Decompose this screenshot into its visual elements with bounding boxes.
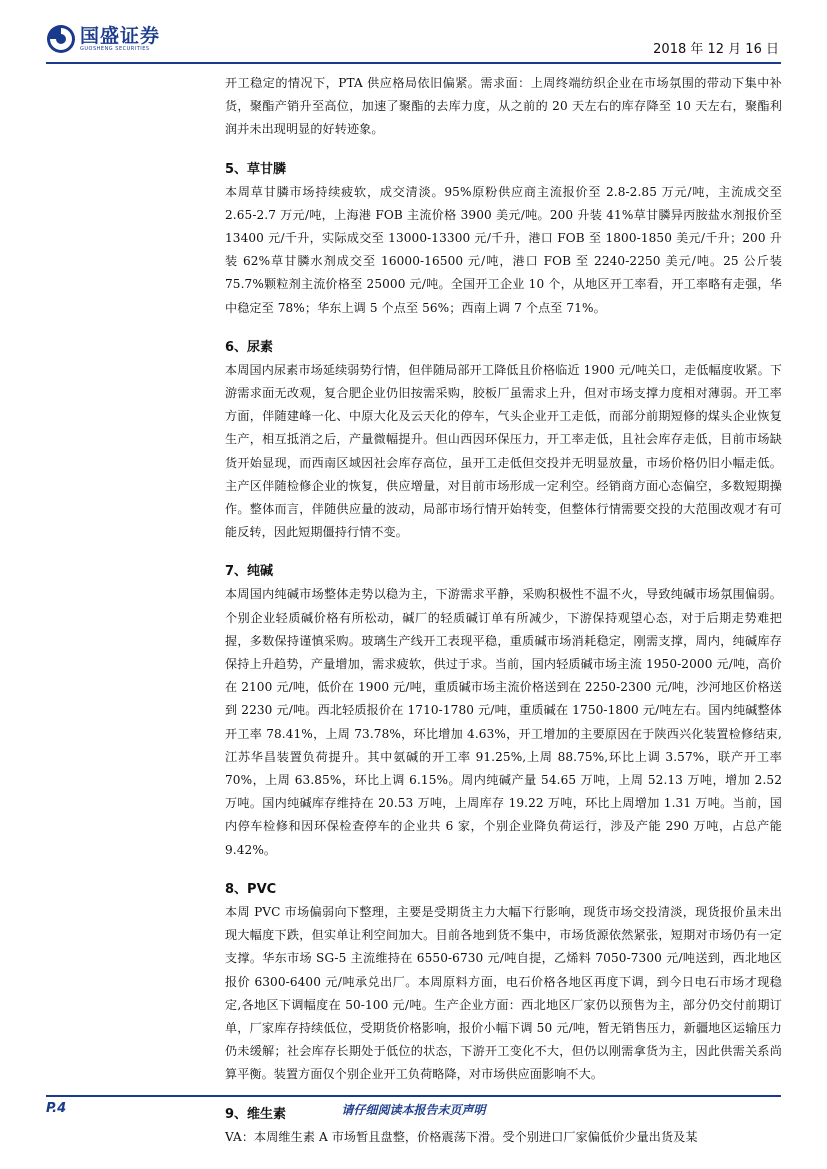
footer-divider — [46, 1095, 781, 1097]
section-heading-pvc: 8、PVC — [225, 881, 277, 897]
disclaimer-note: 请仔细阅读本报告末页声明 — [341, 1103, 486, 1117]
guosheng-logo-icon — [46, 24, 76, 54]
section-body-pvc: 本周 PVC 市场偏弱向下整理，主要是受期货主力大幅下行影响，现货市场交投清淡，现货报价虽未出现大幅度下跌，但实单让利空间加大。目前各地到货不集中，市场货源依然紧张，短期对市场仍有一定支撑。华东市场 SG-5 主流维持在 6550-6730 元/吨自提，乙烯料 7050-7300 元/吨送到，西北地区报价 6300-6400 元/吨承兑出厂。本周原料方面，电石价格各地区再度下调，到今日电石市场才现稳定,各地区下调幅度在 50-100 元/吨。生产企业方面：西北地区厂家仍以预售为主，部分仍交付前期订单，厂家库存持续低位，受期货价格影响，报价小幅下调 50 元/吨，暂无销售压力，新疆地区运输压力仍未缓解；社会库存长期处于低位的状态，下游开工变化不大，但仍以刚需拿货为主，因此供需关系尚算平衡。装置方面仅个别企业开工负荷略降，对市场供应面影响不大。 — [225, 904, 782, 1082]
logo-name-en: GUOSHENG SECURITIES — [80, 45, 150, 52]
section-heading-glyphosate: 5、草甘膦 — [225, 161, 287, 177]
intro-paragraph: 开工稳定的情况下，PTA 供应格局依旧偏紧。需求面：上周终端纺织企业在市场氛围的带动下集中补货，聚酯产销升至高位，加速了聚酯的去库力度，从之前的 20 天左右的库存降至 10 天左右，聚酯利润并未出现明显的好转迹象。 — [225, 76, 782, 137]
section-heading-urea: 6、尿素 — [225, 339, 274, 355]
report-body — [225, 72, 782, 1149]
header-divider — [46, 62, 781, 64]
logo — [46, 24, 160, 54]
section-heading-soda-ash: 7、纯碱 — [225, 564, 274, 580]
section-body-vitamins: VA：本周维生素 A 市场暂且盘整，价格震荡下滑。受个别进口厂家偏低价少量出货及某 — [225, 1129, 698, 1144]
logo-name-cn: 国盛证券 — [80, 24, 161, 47]
section-body-urea: 本周国内尿素市场延续弱势行情，但伴随局部开工降低且价格临近 1900 元/吨关口，走低幅度收紧。下游需求面无改观，复合肥企业仍旧按需采购，胶板厂虽需求上升，但对市场支撑力度相对薄弱。开工率方面，伴随建峰一化、中原大化及云天化的停车，气头企业开工走低，而部分前期短修的煤头企业恢复生产，相互抵消之后，产量微幅提升。但山西因环保压力，开工率走低，且社会库存走低，目前市场缺货开始显现，而西南区域因社会库存高位，虽开工走低但交投并无明显放量，市场价格仍旧小幅走低。主产区伴随检修企业的恢复，供应增量，对目前市场形成一定利空。经销商方面心态偏空，多数短期操作。整体而言，伴随供应量的波动，局部市场行情开始转变，但整体行情需要交投的大范围改观才有可能反转，因此短期僵持行情不变。 — [225, 362, 782, 540]
report-date: 2018 年 12 月 16 日 — [653, 42, 779, 57]
section-body-glyphosate: 本周草甘膦市场持续疲软，成交清淡。95%原粉供应商主流报价至 2.8-2.85 万元/吨，主流成交至 2.65-2.7 万元/吨，上海港 FOB 主流价格 3900 美元/吨。200 升装 41%草甘膦异丙胺盐水剂报价至 13400 元/千升，实际成交至 13000-13300 元/千升，港口 FOB 至 1800-1850 美元/千升；200 升装 62%草甘膦水剂成交至 16000-16500 元/吨，港口 FOB 至 2240-2250 美元/吨。25 公斤装 75.7%颗粒剂主流价格至 25000 元/吨。全国开工企业 10 个，从地区开工率看，开工率略有走强，华中稳定至 78%；华东上调 5 个点至 56%；西南上调 7 个点至 71%。 — [225, 184, 782, 315]
page-header — [46, 18, 781, 68]
section-body-soda-ash: 本周国内纯碱市场整体走势以稳为主，下游需求平静，采购积极性不温不火，导致纯碱市场氛围偏弱。个别企业轻质碱价格有所松动，碱厂的轻质碱订单有所减少，下游保持观望心态，对于后期走势难把握，多数保持谨慎采购。玻璃生产线开工表现平稳，重质碱市场消耗稳定，刚需支撑，周内，纯碱库存保持上升趋势，产量增加，需求疲软，供过于求。当前，国内轻质碱市场主流 1950-2000 元/吨，高价在 2100 元/吨，低价在 1900 元/吨，重质碱市场主流价格送到在 2250-2300 元/吨，沙河地区价格送到 2230 元/吨。西北轻质报价在 1710-1780 元/吨，重质碱在 1750-1800 元/吨左右。国内纯碱整体开工率 78.41%，上周 73.78%，环比增加 4.63%，开工增加的主要原因在于陕西兴化装置检修结束,江苏华昌装置负荷提升。其中氨碱的开工率 91.25%,上周 88.75%,环比上调 3.57%，联产开工率 70%，上周 63.85%，环比上调 6.15%。周内纯碱产量 54.65 万吨，上周 52.13 万吨，增加 2.52 万吨。国内纯碱库存维持在 20.53 万吨，上周库存 19.22 万吨，环比上周增加 1.31 万吨。当前，国内停车检修和因环保检查停车的企业共 6 家，个别企业降负荷运行，涉及产能 290 万吨，占总产能 9.42%。 — [225, 587, 782, 857]
section-heading-vitamins: 9、维生素 — [225, 1106, 287, 1122]
page-number: P.4 — [46, 1101, 67, 1116]
